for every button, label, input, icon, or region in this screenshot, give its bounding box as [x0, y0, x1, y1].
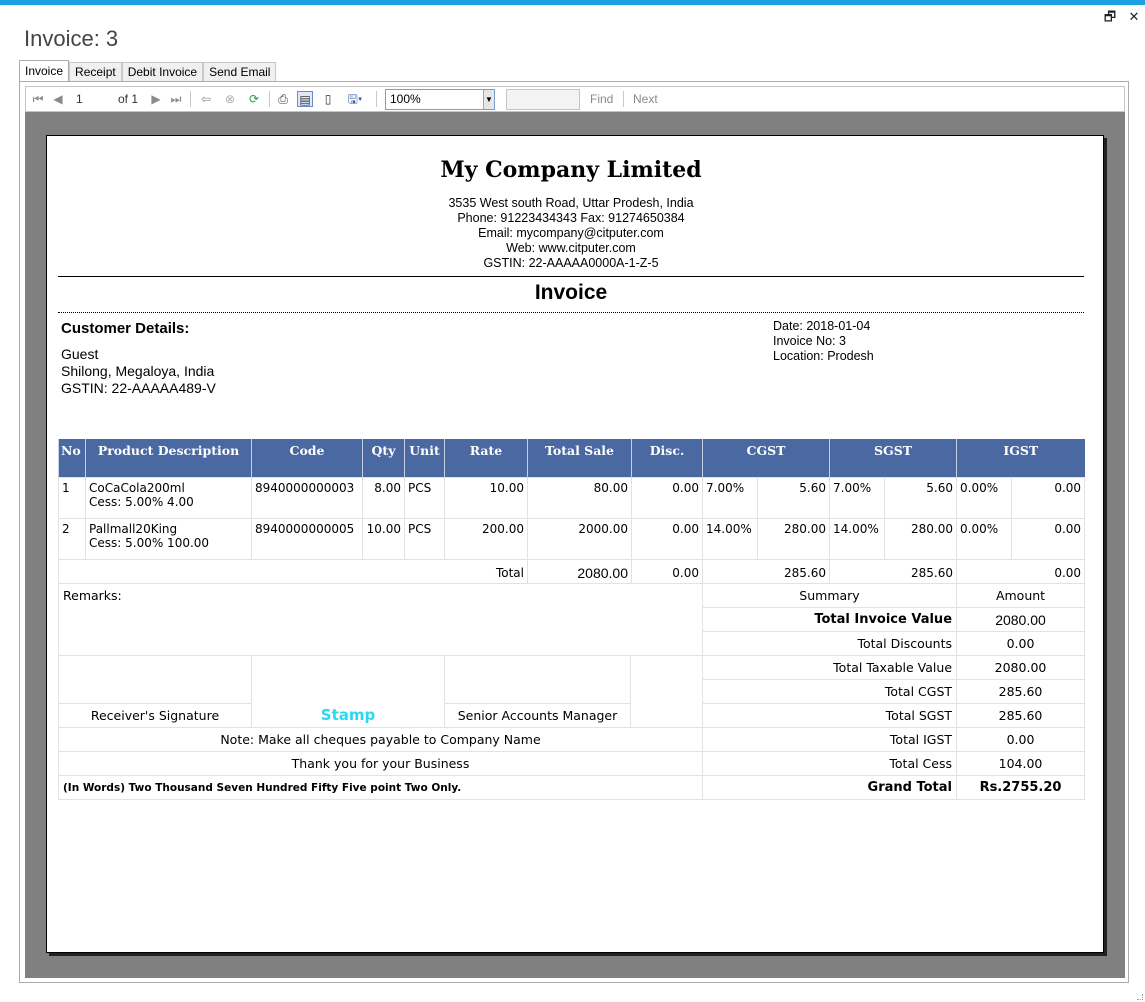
stamp-label: Stamp [320, 706, 376, 724]
row-igst-rate: 0.00% [957, 477, 1012, 518]
company-address: 3535 West south Road, Uttar Prodesh, India [448, 196, 694, 210]
invoice-location: Location: Prodesh [773, 349, 874, 363]
first-page-icon[interactable]: ⏮ [32, 92, 44, 106]
cheque-note: Note: Make all cheques payable to Company Name [59, 728, 703, 752]
customer-heading: Customer Details: [61, 320, 190, 337]
toolbar-separator [623, 91, 624, 107]
summary-label: Total Invoice Value [703, 608, 957, 632]
remarks-box [59, 584, 703, 656]
tab-debit-invoice[interactable]: Debit Invoice [122, 62, 203, 82]
company-phone: Phone: 91223434343 Fax: 91274650384 [457, 211, 685, 225]
restore-icon[interactable]: 🗗 [1103, 9, 1117, 24]
next-link[interactable]: Next [633, 92, 658, 106]
close-icon[interactable]: ✕ [1128, 9, 1140, 24]
summary-value: 2080.00 [957, 608, 1085, 632]
total-igst: 0.00 [957, 559, 1085, 583]
product-cess: Cess: 5.00% 4.00 [89, 494, 194, 509]
page-number-input[interactable]: 1 [76, 92, 83, 106]
row-total-sale: 80.00 [528, 477, 632, 518]
row-rate: 10.00 [445, 477, 528, 518]
invoice-footer-table [58, 583, 1085, 800]
summary-value: 0.00 [957, 632, 1085, 656]
find-input[interactable] [506, 89, 580, 110]
summary-value: 285.60 [957, 680, 1085, 704]
col-header-no: No [59, 439, 86, 477]
grand-total-label: Grand Total [703, 776, 957, 800]
product-name: Pallmall20King [89, 521, 178, 536]
summary-label: Total SGST [703, 704, 957, 728]
refresh-icon[interactable]: ⟳ [248, 92, 260, 106]
row-sgst-rate: 7.00% [830, 477, 885, 518]
invoice-date: Date: 2018-01-04 [773, 319, 871, 333]
receiver-signature-space [59, 656, 252, 704]
grand-total-value: Rs.2755.20 [957, 776, 1085, 800]
total-disc: 0.00 [632, 559, 703, 583]
summary-header: Summary [703, 584, 957, 608]
window-title: Invoice: 3 [24, 26, 119, 51]
zoom-select[interactable]: 100% [385, 89, 495, 110]
page-setup-icon[interactable]: ▯ [324, 92, 332, 106]
find-link[interactable]: Find [590, 92, 614, 106]
senior-manager-label: Senior Accounts Manager [445, 704, 631, 728]
row-no: 2 [59, 518, 86, 559]
company-email: Email: mycompany@citputer.com [478, 226, 664, 240]
customer-name: Guest [61, 346, 99, 362]
total-sgst: 285.60 [830, 559, 957, 583]
row-cgst-amount: 280.00 [758, 518, 830, 559]
resize-grip[interactable] [1137, 994, 1143, 1000]
summary-value: 0.00 [957, 728, 1085, 752]
row-igst-rate: 0.00% [957, 518, 1012, 559]
amount-in-words: (In Words) Two Thousand Seven Hundred Fifty Five point Two Only. [59, 776, 703, 800]
row-cgst-rate: 7.00% [703, 477, 758, 518]
company-web: Web: www.citputer.com [506, 241, 636, 255]
invoice-number: Invoice No: 3 [773, 334, 846, 348]
row-cgst-rate: 14.00% [703, 518, 758, 559]
row-sgst-rate: 14.00% [830, 518, 885, 559]
total-label: Total [445, 559, 528, 583]
toolbar-separator [190, 91, 191, 107]
total-spacer [59, 559, 445, 583]
document-title: Invoice [534, 281, 608, 304]
row-sgst-amount: 280.00 [885, 518, 957, 559]
last-page-icon[interactable]: ⏭ [170, 92, 182, 106]
tab-invoice[interactable]: Invoice [19, 60, 69, 82]
row-no: 1 [59, 477, 86, 518]
col-header-rate: Rate [445, 439, 528, 477]
row-disc: 0.00 [632, 518, 703, 559]
company-name: My Company Limited [440, 157, 702, 183]
product-name: CoCaCola200ml [89, 480, 185, 495]
customer-address: Shilong, Megaloya, India [61, 363, 215, 379]
back-icon[interactable]: ⇦ [200, 92, 212, 106]
receiver-signature-label: Receiver's Signature [59, 704, 252, 728]
print-icon[interactable]: ⎙ [278, 92, 288, 106]
col-header-total-sale: Total Sale [528, 439, 632, 477]
title-divider [58, 312, 1084, 313]
amount-header: Amount [957, 584, 1085, 608]
col-header-unit: Unit [405, 439, 445, 477]
stamp-box [252, 656, 445, 728]
table-header-row [59, 439, 1085, 477]
page-of-label: of 1 [118, 92, 139, 106]
summary-label: Total Cess [703, 752, 957, 776]
tab-strip [19, 62, 276, 82]
row-code: 8940000000005 [252, 518, 363, 559]
total-cgst: 285.60 [703, 559, 830, 583]
stop-icon[interactable]: ⊗ [224, 92, 236, 106]
thanks-note: Thank you for your Business [59, 752, 703, 776]
summary-label: Total CGST [703, 680, 957, 704]
summary-label: Total Taxable Value [703, 656, 957, 680]
manager-signature-space [445, 656, 631, 704]
col-header-product: Product Description [86, 439, 252, 477]
tab-receipt[interactable]: Receipt [69, 62, 122, 82]
toolbar-separator [376, 91, 377, 107]
row-cgst-amount: 5.60 [758, 477, 830, 518]
row-disc: 0.00 [632, 477, 703, 518]
col-header-igst: IGST [957, 439, 1085, 477]
row-total-sale: 2000.00 [528, 518, 632, 559]
col-header-disc: Disc. [632, 439, 703, 477]
summary-label: Total IGST [703, 728, 957, 752]
row-igst-amount: 0.00 [1012, 477, 1085, 518]
product-cess: Cess: 5.00% 100.00 [89, 535, 210, 550]
customer-gstin: GSTIN: 22-AAAAA489-V [61, 380, 216, 396]
next-page-icon[interactable]: ▶ [151, 92, 161, 106]
col-header-cgst: CGST [703, 439, 830, 477]
signature-spacer [631, 656, 703, 728]
print-layout-icon[interactable]: ▤ [297, 91, 313, 107]
table-row [59, 518, 1085, 559]
remarks-label: Remarks: [63, 588, 122, 603]
row-code: 8940000000003 [252, 477, 363, 518]
col-header-code: Code [252, 439, 363, 477]
row-qty: 10.00 [363, 518, 405, 559]
row-sgst-amount: 5.60 [885, 477, 957, 518]
window-accent-bar [0, 0, 1145, 5]
table-row [59, 477, 1085, 518]
row-igst-amount: 0.00 [1012, 518, 1085, 559]
export-icon[interactable]: 🖫▾ [347, 92, 363, 106]
prev-page-icon[interactable]: ◀ [53, 92, 63, 106]
chevron-down-icon[interactable]: ▼ [483, 90, 494, 109]
row-qty: 8.00 [363, 477, 405, 518]
report-toolbar [25, 86, 1125, 112]
tab-send-email[interactable]: Send Email [203, 62, 276, 82]
header-divider [58, 276, 1084, 277]
col-header-sgst: SGST [830, 439, 957, 477]
total-sale: 2080.00 [528, 559, 632, 583]
table-total-row [59, 559, 1085, 583]
summary-label: Total Discounts [703, 632, 957, 656]
row-product [86, 518, 252, 559]
summary-value: 285.60 [957, 704, 1085, 728]
company-gstin: GSTIN: 22-AAAAA0000A-1-Z-5 [483, 256, 659, 270]
col-header-qty: Qty [363, 439, 405, 477]
row-unit: PCS [405, 518, 445, 559]
items-table [58, 439, 1085, 584]
row-product [86, 477, 252, 518]
summary-value: 104.00 [957, 752, 1085, 776]
summary-value: 2080.00 [957, 656, 1085, 680]
row-unit: PCS [405, 477, 445, 518]
row-rate: 200.00 [445, 518, 528, 559]
toolbar-separator [269, 91, 270, 107]
